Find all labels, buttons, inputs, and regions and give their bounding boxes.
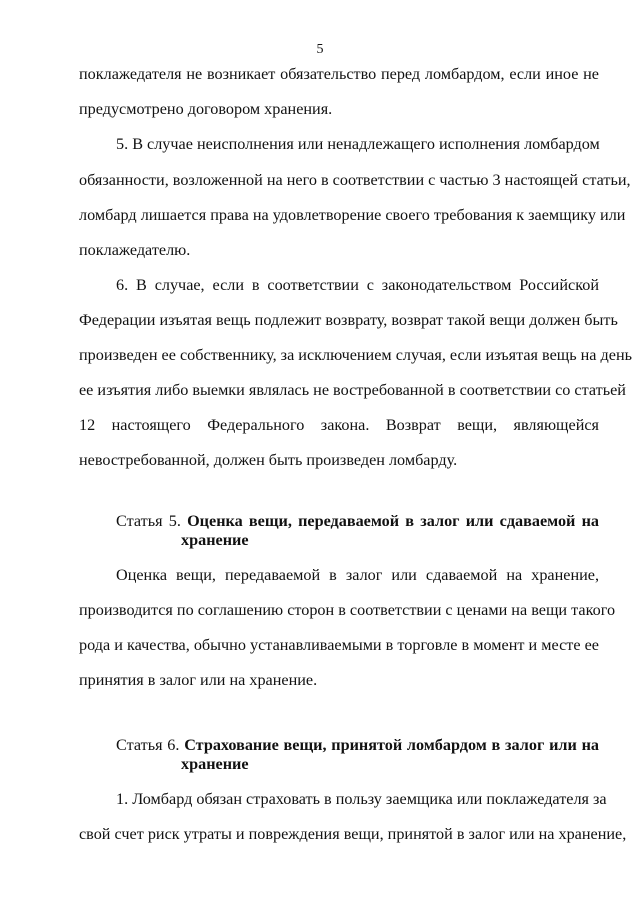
text-line: предусмотрено договором хранения.: [79, 100, 333, 118]
text-line: ломбард лишается права на удовлетворение своего требования к заемщику или: [79, 206, 626, 224]
paragraph-start: 6. В случае, если в соответствии с законодательством Российской: [116, 276, 599, 294]
page-number: 5: [316, 42, 324, 57]
text-line: Федерации изъятая вещь подлежит возврату, возврат такой вещи должен быть: [79, 311, 618, 329]
text-line: произведен ее собственнику, за исключением случая, если изъятая вещь на день: [79, 346, 633, 364]
text-line: невостребованной, должен быть произведен ломбарду.: [79, 451, 458, 469]
text-line: обязанности, возложенной на него в соответствии с частью 3 настоящей статьи,: [79, 171, 631, 189]
article-5-title-cont: хранение: [181, 531, 249, 549]
text-line: поклажедателю.: [79, 241, 191, 259]
article-5-label: Статья 5.: [116, 512, 181, 530]
article-6-heading: [116, 735, 599, 755]
article-6-title-cont: хранение: [181, 755, 249, 773]
text-line: поклажедателя не возникает обязательство перед ломбардом, если иное не: [79, 65, 599, 83]
text-line: ее изъятия либо выемки являлась не востребованной в соответствии со статьей: [79, 381, 626, 399]
text-line: свой счет риск утраты и повреждения вещи, принятой в залог или на хранение,: [79, 825, 627, 843]
article-5-title: Оценка вещи, передаваемой в залог или сдаваемой на: [187, 512, 600, 530]
paragraph-start: Оценка вещи, передаваемой в залог или сдаваемой на хранение,: [116, 566, 599, 584]
paragraph-start: 1. Ломбард обязан страховать в пользу заемщика или поклажедателя за: [116, 790, 607, 808]
article-5-heading: [116, 511, 599, 531]
paragraph-start: 5. В случае неисполнения или ненадлежащего исполнения ломбардом: [116, 135, 600, 153]
article-6-title: Страхование вещи, принятой ломбардом в залог или на: [184, 736, 600, 754]
text-line: производится по соглашению сторон в соответствии с ценами на вещи такого: [79, 601, 616, 619]
text-line: 12 настоящего Федерального закона. Возврат вещи, являющейся: [79, 416, 599, 434]
text-line: рода и качества, обычно устанавливаемыми в торговле в момент и месте ее: [79, 636, 599, 654]
text-line: принятия в залог или на хранение.: [79, 671, 318, 689]
article-6-label: Статья 6.: [116, 736, 180, 754]
